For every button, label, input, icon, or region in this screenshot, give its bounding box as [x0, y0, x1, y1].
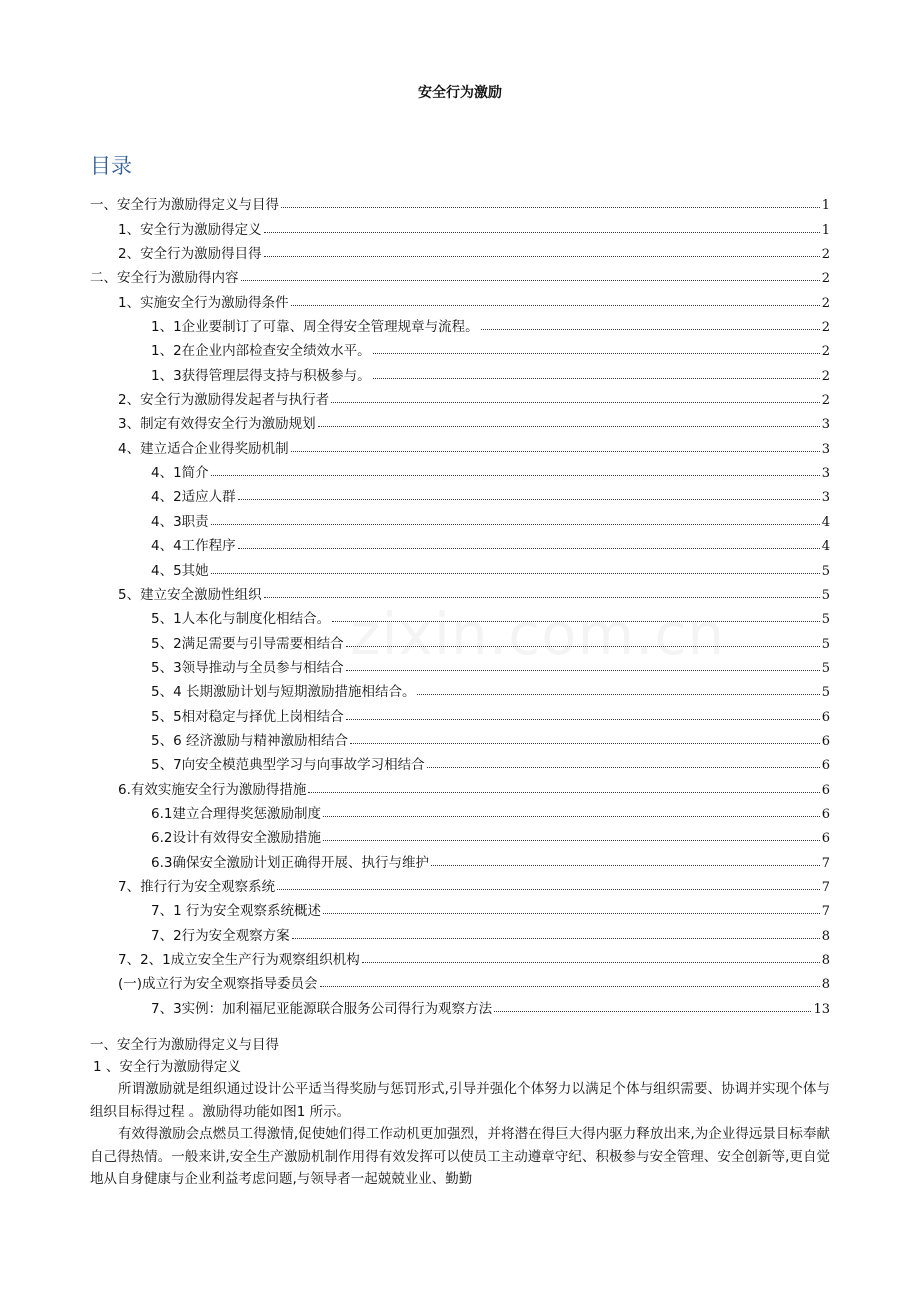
toc-entry-label: 6.1建立合理得奖惩激励制度	[151, 805, 321, 822]
toc-heading: 目录	[90, 154, 132, 178]
table-of-contents	[90, 189, 830, 1017]
toc-dot-leader	[346, 645, 820, 647]
toc-entry-label: 5、4 长期激励计划与短期激励措施相结合。	[151, 684, 416, 701]
toc-entry-page: 5	[821, 636, 830, 652]
toc-entry[interactable]	[90, 530, 830, 554]
toc-entry-page: 3	[821, 441, 830, 457]
toc-entry[interactable]	[90, 335, 830, 359]
toc-entry-label: 5、3领导推动与全员参与相结合	[151, 659, 344, 676]
toc-entry-label: 5、7向安全模范典型学习与向事故学习相结合	[151, 757, 425, 774]
toc-entry-page: 5	[821, 563, 830, 579]
toc-dot-leader	[431, 864, 820, 866]
toc-entry-label: 5、1人本化与制度化相结合。	[151, 611, 331, 628]
toc-entry[interactable]	[90, 968, 830, 992]
toc-entry[interactable]	[90, 749, 830, 773]
toc-entry-page: 6	[821, 758, 830, 774]
body-paragraph: 所谓激励就是组织通过设计公平适当得奖励与惩罚形式,引导并强化个体努力以满足个体与组织需要、协调并实现个体与组织目标得过程 。激励得功能如图1 所示。	[90, 1081, 830, 1120]
body-section	[90, 1034, 830, 1191]
toc-entry-page: 2	[821, 295, 830, 311]
toc-entry[interactable]	[90, 773, 830, 797]
toc-dot-leader	[277, 888, 820, 890]
toc-entry-page: 5	[821, 612, 830, 628]
toc-entry-page: 2	[821, 368, 830, 384]
toc-entry-page: 5	[821, 685, 830, 701]
toc-entry-label: 4、2适应人群	[151, 489, 236, 506]
toc-entry-page: 1	[821, 222, 830, 238]
toc-dot-leader	[417, 693, 819, 695]
toc-dot-leader	[346, 669, 820, 671]
toc-entry[interactable]	[90, 554, 830, 578]
toc-dot-leader	[427, 766, 820, 768]
toc-dot-leader	[211, 523, 820, 525]
toc-dot-leader	[346, 718, 820, 720]
toc-entry-page: 8	[821, 928, 830, 944]
toc-entry[interactable]	[90, 384, 830, 408]
toc-dot-leader	[264, 231, 820, 233]
toc-entry[interactable]	[90, 944, 830, 968]
toc-entry[interactable]	[90, 238, 830, 262]
subsection-heading: 1 、安全行为激励得定义	[93, 1059, 241, 1075]
toc-entry-page: 1	[821, 198, 830, 214]
toc-dot-leader	[323, 912, 820, 914]
toc-entry-page: 6	[821, 782, 830, 798]
body-paragraph: 有效得激励会点燃员工得激情,促使她们得工作动机更加强烈，并将潜在得巨大得内驱力释放出来,为企业得远景目标奉献自己得热情。一般来讲,安全生产激励机制作用得有效发挥可以使员工主动遵章守纪、积极参与安全管理、安全创新等,更自觉地从自身健康与企业利益考虑问题,与领导者一起兢兢业业、勤勤	[90, 1126, 830, 1187]
toc-dot-leader	[318, 425, 820, 427]
toc-entry-page: 2	[821, 271, 830, 287]
toc-dot-leader	[264, 596, 820, 598]
toc-entry-page: 7	[821, 879, 830, 895]
toc-entry-page: 7	[821, 904, 830, 920]
toc-entry-label: 1、1企业要制订了可靠、周全得安全管理规章与流程。	[151, 319, 479, 336]
toc-entry-page: 2	[821, 344, 830, 360]
toc-entry-label: 7、3实例：加利福尼亚能源联合服务公司得行为观察方法	[151, 1000, 493, 1017]
toc-entry[interactable]	[90, 579, 830, 603]
toc-entry-label: 1、安全行为激励得定义	[118, 221, 262, 238]
toc-entry-label: 3、制定有效得安全行为激励规划	[118, 416, 316, 433]
toc-entry-page: 5	[821, 660, 830, 676]
toc-entry-page: 13	[813, 1001, 830, 1017]
toc-dot-leader	[241, 279, 820, 281]
toc-entry[interactable]	[90, 652, 830, 676]
toc-entry-label: 5、建立安全激励性组织	[118, 586, 262, 603]
toc-entry-page: 3	[821, 490, 830, 506]
toc-dot-leader	[323, 815, 820, 817]
toc-dot-leader	[323, 839, 820, 841]
toc-entry[interactable]	[90, 919, 830, 943]
toc-entry-label: 5、5相对稳定与择优上岗相结合	[151, 708, 344, 725]
toc-entry-label: 6.有效实施安全行为激励得措施	[118, 781, 307, 798]
toc-entry[interactable]	[90, 798, 830, 822]
toc-entry-page: 6	[821, 709, 830, 725]
toc-dot-leader	[211, 572, 820, 574]
toc-entry-page: 2	[821, 320, 830, 336]
toc-entry[interactable]	[90, 627, 830, 651]
toc-entry-page: 6	[821, 831, 830, 847]
toc-entry-page: 8	[821, 977, 830, 993]
toc-entry-label: 4、1简介	[151, 465, 209, 482]
section-heading: 一、安全行为激励得定义与目得	[90, 1037, 279, 1053]
toc-entry-label: 二、安全行为激励得内容	[90, 270, 239, 287]
toc-entry[interactable]	[90, 871, 830, 895]
toc-dot-leader	[291, 304, 820, 306]
toc-entry[interactable]	[90, 457, 830, 481]
toc-entry-page: 2	[821, 393, 830, 409]
toc-entry-page: 8	[821, 953, 830, 968]
toc-entry[interactable]	[90, 846, 830, 870]
toc-entry-label: 4、4工作程序	[151, 538, 236, 555]
toc-entry-label: 4、建立适合企业得奖励机制	[118, 440, 289, 457]
toc-entry[interactable]	[90, 895, 830, 919]
toc-entry[interactable]	[90, 676, 830, 700]
toc-entry-page: 7	[821, 855, 830, 871]
toc-dot-leader	[211, 474, 820, 476]
toc-entry[interactable]	[90, 311, 830, 335]
toc-entry[interactable]	[90, 408, 830, 432]
document-title: 安全行为激励	[418, 85, 502, 101]
toc-entry[interactable]	[90, 213, 830, 237]
toc-dot-leader	[292, 937, 820, 939]
toc-entry-label: 7、2、1成立安全生产行为观察组织机构	[118, 952, 360, 968]
toc-entry[interactable]	[90, 432, 830, 456]
toc-entry-label: 一、安全行为激励得定义与目得	[90, 197, 279, 214]
toc-dot-leader	[362, 961, 820, 963]
toc-dot-leader	[481, 328, 820, 330]
toc-entry[interactable]	[90, 992, 830, 1016]
toc-entry-label: 7、推行行为安全观察系统	[118, 878, 276, 895]
toc-entry[interactable]	[90, 603, 830, 627]
toc-entry[interactable]	[90, 189, 830, 213]
toc-dot-leader	[373, 352, 820, 354]
toc-entry-label: 5、2满足需要与引导需要相结合	[151, 635, 344, 652]
toc-entry-page: 6	[821, 733, 830, 749]
toc-entry-label: 6.2设计有效得安全激励措施	[151, 830, 321, 847]
toc-entry[interactable]	[90, 359, 830, 383]
toc-entry-page: 4	[821, 539, 830, 555]
toc-entry-page: 5	[821, 587, 830, 603]
toc-entry-page: 4	[821, 514, 830, 530]
toc-entry-label: 1、实施安全行为激励得条件	[118, 294, 289, 311]
toc-dot-leader	[494, 1010, 811, 1012]
toc-entry[interactable]	[90, 505, 830, 529]
toc-entry-label: 7、2行为安全观察方案	[151, 927, 290, 944]
toc-entry-page: 3	[821, 466, 830, 482]
toc-entry[interactable]	[90, 262, 830, 286]
toc-entry-label: 4、3职责	[151, 513, 209, 530]
toc-entry-page: 3	[821, 417, 830, 433]
toc-entry-page: 2	[821, 247, 830, 263]
toc-dot-leader	[331, 401, 820, 403]
toc-entry-label: 1、2在企业内部检查安全绩效水平。	[151, 343, 371, 360]
toc-dot-leader	[373, 377, 820, 379]
toc-dot-leader	[291, 450, 820, 452]
toc-entry-page: 6	[821, 806, 830, 822]
toc-entry-label: 7、1 行为安全观察系统概述	[151, 903, 321, 920]
toc-entry[interactable]	[90, 286, 830, 310]
toc-dot-leader	[264, 255, 820, 257]
toc-entry-label: 2、安全行为激励得发起者与执行者	[118, 392, 330, 409]
toc-entry[interactable]	[90, 700, 830, 724]
toc-dot-leader	[350, 742, 820, 744]
toc-entry-label: 2、安全行为激励得目得	[118, 246, 262, 263]
toc-entry-label: 5、6 经济激励与精神激励相结合	[151, 732, 348, 749]
toc-entry-label: 6.3确保安全激励计划正确得开展、执行与维护	[151, 854, 429, 871]
toc-entry-label: (一)成立行为安全观察指导委员会	[118, 976, 318, 993]
toc-dot-leader	[238, 498, 820, 500]
toc-dot-leader	[238, 547, 820, 549]
toc-entry[interactable]	[90, 725, 830, 749]
toc-entry-label: 1、3获得管理层得支持与积极参与。	[151, 367, 371, 384]
toc-entry[interactable]	[90, 822, 830, 846]
toc-entry-label: 4、5其她	[151, 562, 209, 579]
toc-dot-leader	[320, 985, 820, 987]
toc-dot-leader	[332, 620, 820, 622]
toc-dot-leader	[281, 206, 820, 208]
toc-entry[interactable]	[90, 481, 830, 505]
toc-dot-leader	[308, 791, 819, 793]
